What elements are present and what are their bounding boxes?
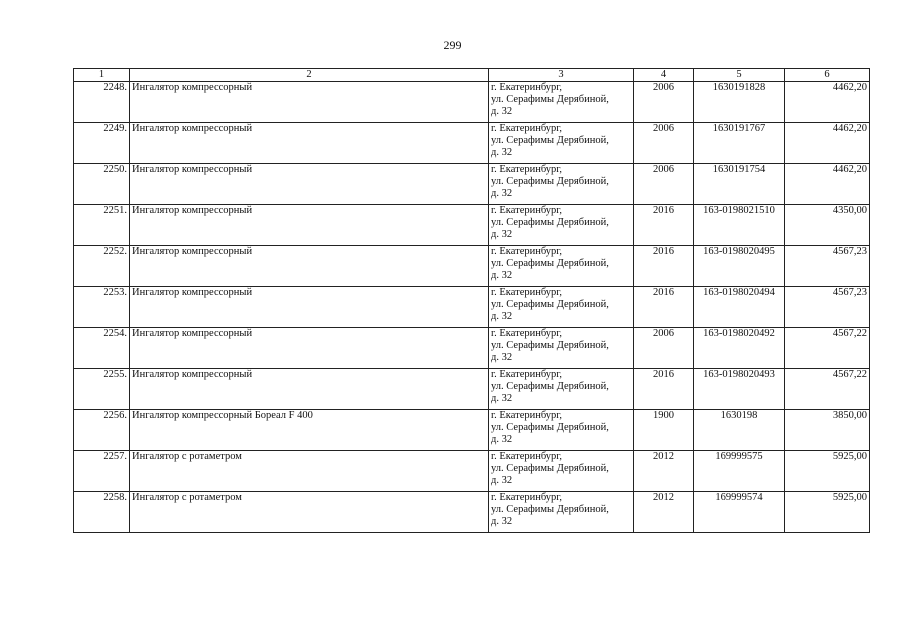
item-address — [489, 492, 634, 533]
item-address — [489, 164, 634, 205]
table-row — [74, 82, 870, 123]
item-cost: 4350,00 — [785, 205, 870, 246]
address-line: д. 32 — [491, 270, 513, 281]
item-cost: 4462,20 — [785, 82, 870, 123]
item-cost: 4567,23 — [785, 287, 870, 328]
row-number: 2255. — [74, 369, 130, 410]
row-number: 2249. — [74, 123, 130, 164]
address-line: г. Екатеринбург, — [491, 123, 563, 134]
item-address — [489, 451, 634, 492]
table-row — [74, 164, 870, 205]
table-row — [74, 328, 870, 369]
item-year: 2016 — [634, 205, 694, 246]
header-cell-5: 5 — [694, 69, 785, 82]
address-line: г. Екатеринбург, — [491, 164, 563, 175]
item-name: Ингалятор компрессорный — [130, 123, 489, 164]
registry-table — [73, 68, 870, 533]
inventory-number: 163-0198020495 — [694, 246, 785, 287]
address-line: г. Екатеринбург, — [491, 451, 563, 462]
table-row — [74, 492, 870, 533]
address-line: г. Екатеринбург, — [491, 410, 563, 421]
item-cost: 5925,00 — [785, 492, 870, 533]
address-line: г. Екатеринбург, — [491, 246, 563, 257]
item-name: Ингалятор компрессорный — [130, 164, 489, 205]
inventory-number: 163-0198020493 — [694, 369, 785, 410]
item-cost: 4567,22 — [785, 328, 870, 369]
item-year: 2016 — [634, 246, 694, 287]
table-row — [74, 369, 870, 410]
item-cost: 4462,20 — [785, 123, 870, 164]
address-line: д. 32 — [491, 229, 513, 240]
address-line: г. Екатеринбург, — [491, 369, 563, 380]
item-cost: 4567,23 — [785, 246, 870, 287]
table-row — [74, 123, 870, 164]
row-number: 2254. — [74, 328, 130, 369]
address-line: ул. Серафимы Дерябиной, — [491, 299, 609, 310]
inventory-number: 169999575 — [694, 451, 785, 492]
address-line: ул. Серафимы Дерябиной, — [491, 422, 609, 433]
inventory-number: 169999574 — [694, 492, 785, 533]
header-cell-3: 3 — [489, 69, 634, 82]
item-cost: 3850,00 — [785, 410, 870, 451]
item-year: 2016 — [634, 369, 694, 410]
row-number: 2253. — [74, 287, 130, 328]
item-address — [489, 205, 634, 246]
table-row — [74, 246, 870, 287]
page-number: 299 — [443, 38, 462, 52]
item-cost: 5925,00 — [785, 451, 870, 492]
item-year: 2006 — [634, 123, 694, 164]
inventory-number: 163-0198020492 — [694, 328, 785, 369]
address-line: г. Екатеринбург, — [491, 492, 563, 503]
item-address — [489, 369, 634, 410]
row-number: 2251. — [74, 205, 130, 246]
inventory-number: 1630198 — [694, 410, 785, 451]
address-line: д. 32 — [491, 106, 513, 117]
address-line: г. Екатеринбург, — [491, 287, 563, 298]
row-number: 2252. — [74, 246, 130, 287]
header-cell-1: 1 — [74, 69, 130, 82]
row-number: 2256. — [74, 410, 130, 451]
item-year: 2006 — [634, 164, 694, 205]
address-line: ул. Серафимы Дерябиной, — [491, 94, 609, 105]
address-line: ул. Серафимы Дерябиной, — [491, 176, 609, 187]
item-year: 2012 — [634, 451, 694, 492]
item-name: Ингалятор компрессорный — [130, 246, 489, 287]
address-line: д. 32 — [491, 475, 513, 486]
address-line: д. 32 — [491, 188, 513, 199]
item-name: Ингалятор компрессорный — [130, 369, 489, 410]
address-line: г. Екатеринбург, — [491, 205, 563, 216]
row-number: 2258. — [74, 492, 130, 533]
row-number: 2250. — [74, 164, 130, 205]
inventory-number: 163-0198020494 — [694, 287, 785, 328]
inventory-number: 1630191754 — [694, 164, 785, 205]
item-address — [489, 123, 634, 164]
table-row — [74, 451, 870, 492]
item-name: Ингалятор с ротаметром — [130, 451, 489, 492]
header-cell-4: 4 — [634, 69, 694, 82]
address-line: ул. Серафимы Дерябиной, — [491, 504, 609, 515]
item-address — [489, 246, 634, 287]
item-cost: 4462,20 — [785, 164, 870, 205]
item-year: 2006 — [634, 82, 694, 123]
address-line: г. Екатеринбург, — [491, 82, 563, 93]
item-address — [489, 287, 634, 328]
address-line: д. 32 — [491, 311, 513, 322]
item-name: Ингалятор компрессорный — [130, 205, 489, 246]
table-row — [74, 287, 870, 328]
table-row — [74, 205, 870, 246]
header-cell-2: 2 — [130, 69, 489, 82]
address-line: д. 32 — [491, 352, 513, 363]
item-year: 2012 — [634, 492, 694, 533]
inventory-number: 1630191828 — [694, 82, 785, 123]
table-body — [74, 82, 870, 533]
inventory-number: 1630191767 — [694, 123, 785, 164]
address-line: д. 32 — [491, 516, 513, 527]
address-line: д. 32 — [491, 147, 513, 158]
header-cell-6: 6 — [785, 69, 870, 82]
item-name: Ингалятор с ротаметром — [130, 492, 489, 533]
address-line: ул. Серафимы Дерябиной, — [491, 463, 609, 474]
table-row — [74, 410, 870, 451]
address-line: ул. Серафимы Дерябиной, — [491, 217, 609, 228]
item-name: Ингалятор компрессорный Бореал F 400 — [130, 410, 489, 451]
inventory-number: 163-0198021510 — [694, 205, 785, 246]
header-row — [74, 69, 870, 82]
address-line: г. Екатеринбург, — [491, 328, 563, 339]
address-line: ул. Серафимы Дерябиной, — [491, 135, 609, 146]
item-address — [489, 328, 634, 369]
item-year: 2016 — [634, 287, 694, 328]
address-line: ул. Серафимы Дерябиной, — [491, 340, 609, 351]
item-year: 1900 — [634, 410, 694, 451]
item-year: 2006 — [634, 328, 694, 369]
item-name: Ингалятор компрессорный — [130, 328, 489, 369]
address-line: д. 32 — [491, 393, 513, 404]
address-line: ул. Серафимы Дерябиной, — [491, 381, 609, 392]
item-name: Ингалятор компрессорный — [130, 82, 489, 123]
address-line: ул. Серафимы Дерябиной, — [491, 258, 609, 269]
item-cost: 4567,22 — [785, 369, 870, 410]
address-line: д. 32 — [491, 434, 513, 445]
item-address — [489, 82, 634, 123]
item-name: Ингалятор компрессорный — [130, 287, 489, 328]
row-number: 2257. — [74, 451, 130, 492]
row-number: 2248. — [74, 82, 130, 123]
item-address — [489, 410, 634, 451]
